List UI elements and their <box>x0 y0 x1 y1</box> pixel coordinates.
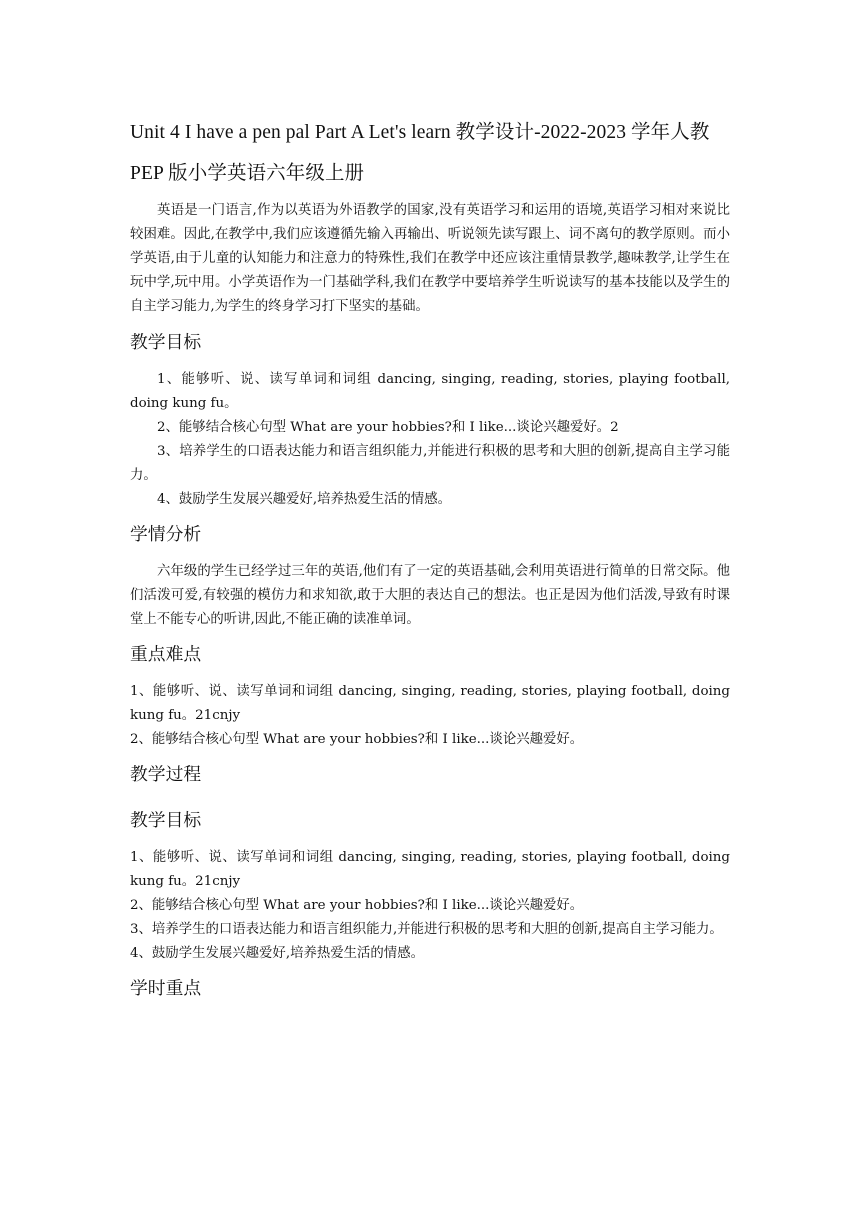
document-page <box>130 112 730 1002</box>
heading-lesson-focus: 学时重点 <box>130 978 202 999</box>
list-item: 1、能够听、说、读写单词和词组 dancing, singing, reading, stories, playing football, doing kung fu。21cnjy <box>130 850 730 889</box>
list-item: 2、能够结合核心句型 What are your hobbies?和 I like...谈论兴趣爱好。 <box>130 898 584 913</box>
key-difficulties-list <box>130 680 730 752</box>
intro-paragraph: 英语是一门语言,作为以英语为外语教学的国家,没有英语学习和运用的语境,英语学习相对来说比较困难。因此,在教学中,我们应该遵循先输入再输出、听说领先读写跟上、词不离句的教学原则。而小学英语,由于儿童的认知能力和注意力的特殊性,我们在教学中还应该注重情景教学,趣味教学,让学生在玩中学,玩中用。小学英语作为一门基础学科,我们在教学中要培养学生听说读写的基本技能以及学生的自主学习能力,为学生的终身学习打下坚实的基础。 <box>130 203 730 314</box>
list-item: 1、能够听、说、读写单词和词组 dancing, singing, reading, stories, playing football, doing kung fu。 <box>130 372 730 411</box>
list-item: 2、能够结合核心句型 What are your hobbies?和 I like...谈论兴趣爱好。2 <box>157 420 619 435</box>
teaching-goals-list-2 <box>130 846 730 966</box>
heading-key-difficulties: 重点难点 <box>130 644 202 665</box>
list-item: 4、鼓励学生发展兴趣爱好,培养热爱生活的情感。 <box>130 946 424 961</box>
list-item: 2、能够结合核心句型 What are your hobbies?和 I like...谈论兴趣爱好。 <box>130 732 584 747</box>
student-analysis-paragraph: 六年级的学生已经学过三年的英语,他们有了一定的英语基础,会利用英语进行简单的日常交际。他们活泼可爱,有较强的模仿力和求知欲,敢于大胆的表达自己的想法。也正是因为他们活泼,导致有时课堂上不能专心的听讲,因此,不能正确的读准单词。 <box>130 564 730 627</box>
list-item: 3、培养学生的口语表达能力和语言组织能力,并能进行积极的思考和大胆的创新,提高自主学习能力。 <box>130 444 730 483</box>
teaching-goals-list <box>130 368 730 512</box>
list-item: 1、能够听、说、读写单词和词组 dancing, singing, reading, stories, playing football, doing kung fu。21cnjy <box>130 684 730 723</box>
heading-teaching-goals: 教学目标 <box>130 332 202 353</box>
title-line-1: Unit 4 I have a pen pal Part A Let's learn 教学设计-2022-2023 学年人教 <box>130 122 710 143</box>
document-title <box>130 112 730 194</box>
heading-student-analysis: 学情分析 <box>130 524 202 545</box>
heading-teaching-goals-2: 教学目标 <box>130 810 202 831</box>
list-item: 4、鼓励学生发展兴趣爱好,培养热爱生活的情感。 <box>157 492 451 507</box>
title-line-2: PEP 版小学英语六年级上册 <box>130 163 365 184</box>
heading-teaching-process: 教学过程 <box>130 764 202 785</box>
list-item: 3、培养学生的口语表达能力和语言组织能力,并能进行积极的思考和大胆的创新,提高自主学习能力。 <box>130 922 723 937</box>
